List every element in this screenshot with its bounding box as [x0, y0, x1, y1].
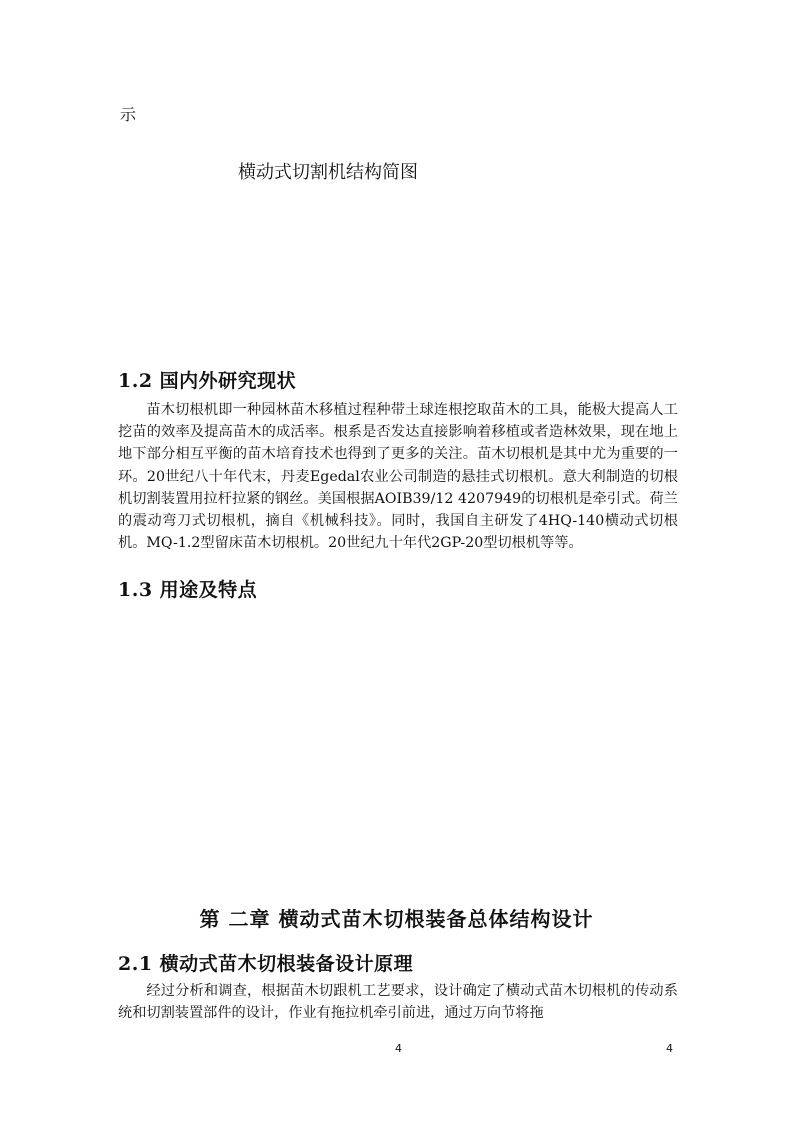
chapter-title: 第 二章 横动式苗木切根装备总体结构设计 — [199, 907, 594, 931]
section-heading-1-2: 1.2 国内外研究现状 — [118, 370, 297, 392]
carry-over-text: 示 — [120, 105, 137, 124]
page-number-right: 4 — [666, 1042, 673, 1055]
section-heading-2-1: 2.1 横动式苗木切根装备设计原理 — [118, 953, 414, 975]
section-1-2-paragraph: 苗木切根机即一种园林苗木移植过程种带土球连根挖取苗木的工具，能极大提高人工挖苗的效率及提高苗木的成活率。根系是否发达直接影响着移植或者造林效果，现在地上地下部分相互平衡的苗木培育技术也得到了更多的关注。苗木切根机是其中尤为重要的一环。20世纪八十年代末，丹麦Egedal农业公司制造的悬挂式切根机。意大利制造的切根机切割装置用拉杆拉紧的钢丝。美国根据AOIB39/12 4207949的切根机是牵引式。荷兰的震动弯刀式切根机，摘自《机械科技》。同时，我国自主研发了4HQ-140横动式切根机。MQ-1.2型留床苗木切根机。20世纪九十年代2GP-20型切根机等等。 — [118, 402, 678, 552]
figure-caption: 横动式切割机结构简图 — [238, 162, 418, 183]
section-heading-1-3: 1.3 用途及特点 — [118, 579, 258, 601]
page-number-center: 4 — [395, 1042, 402, 1055]
section-2-1-paragraph: 经过分析和调查，根据苗木切跟机工艺要求，设计确定了横动式苗木切根机的传动系统和切割装置部件的设计，作业有拖拉机牵引前进，通过万向节将拖 — [118, 983, 678, 1022]
